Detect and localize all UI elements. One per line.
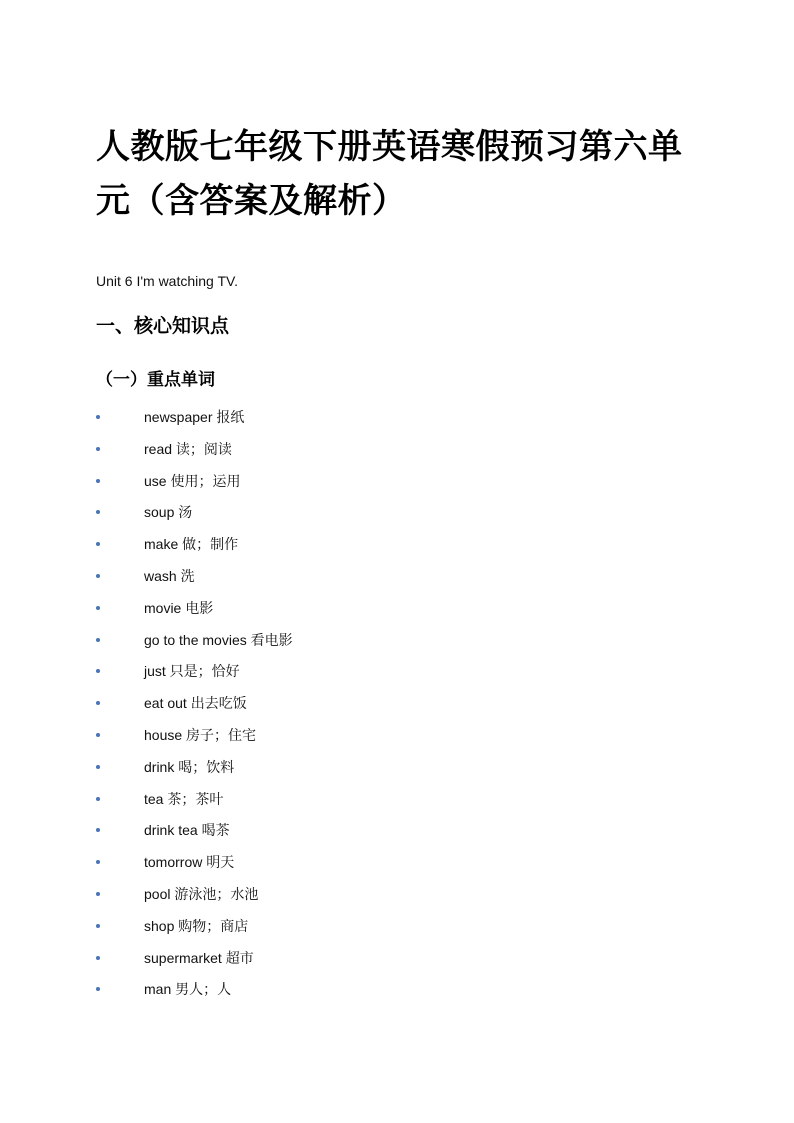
bullet-icon [96,542,100,546]
bullet-icon [96,987,100,991]
vocabulary-entry: tea 茶；茶叶 [144,790,224,807]
bullet-icon [96,860,100,864]
bullet-icon [96,447,100,451]
vocabulary-entry: movie 电影 [144,599,214,616]
list-item [0,660,700,682]
vocabulary-entry: pool 游泳池；水池 [144,886,259,902]
vocabulary-entry: use 使用；运用 [144,472,241,489]
vocabulary-entry: newspaper 报纸 [144,409,245,425]
bullet-icon [96,701,100,705]
list-item [0,470,700,492]
list-item [0,692,700,714]
bullet-icon [96,510,100,514]
list-item [0,978,700,1000]
vocabulary-entry: eat out 出去吃饭 [144,695,247,712]
bullet-icon [96,638,100,642]
list-item [0,819,700,841]
list-item [0,438,700,460]
list-item [0,756,700,778]
list-item [0,851,700,873]
list-item [0,915,700,937]
list-item [0,406,700,428]
bullet-icon [96,479,100,483]
bullet-icon [96,924,100,928]
bullet-icon [96,956,100,960]
bullet-icon [96,606,100,610]
bullet-icon [96,669,100,673]
vocabulary-entry: house 房子；住宅 [144,727,257,743]
bullet-icon [96,765,100,769]
vocabulary-entry: wash 洗 [144,568,195,584]
section-heading: 一、核心知识点 [96,315,230,337]
vocabulary-entry: make 做；制作 [144,536,239,553]
vocabulary-entry: shop 购物；商店 [144,917,249,934]
vocabulary-entry: drink tea 喝茶 [144,822,230,839]
bullet-icon [96,574,100,578]
list-item [0,501,700,523]
vocabulary-entry: just 只是；恰好 [144,663,240,680]
list-item [0,724,700,746]
list-item [0,629,700,651]
vocabulary-entry: read 读；阅读 [144,440,232,457]
list-item [0,597,700,619]
list-item [0,565,700,587]
vocabulary-entry: supermarket 超市 [144,949,254,966]
document-title: 人教版七年级下册英语寒假预习第六单元（含答案及解析） [96,127,683,221]
subsection-heading: （一）重点单词 [96,370,215,390]
vocabulary-entry: soup 汤 [144,504,193,521]
list-item [0,533,700,555]
bullet-icon [96,892,100,896]
bullet-icon [96,828,100,832]
list-item [0,947,700,969]
list-item [0,788,700,810]
bullet-icon [96,797,100,801]
vocabulary-entry: drink 喝；饮料 [144,758,235,775]
bullet-icon [96,415,100,419]
vocabulary-entry: go to the movies 看电影 [144,631,293,648]
vocabulary-entry: man 男人；人 [144,981,232,998]
unit-subtitle: Unit 6 I'm watching TV. [96,273,238,289]
bullet-icon [96,733,100,737]
list-item [0,883,700,905]
vocabulary-entry: tomorrow 明天 [144,854,235,871]
